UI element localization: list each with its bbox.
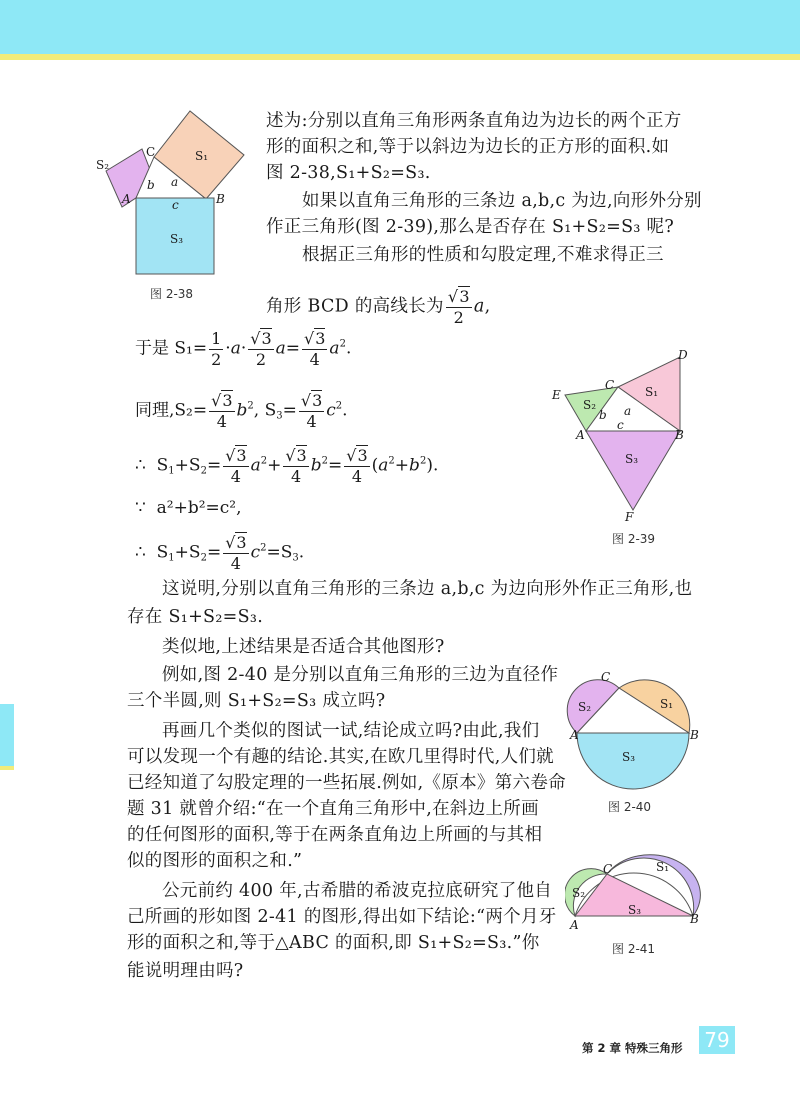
label-B: B bbox=[690, 728, 699, 742]
therefore-symbol-2: ∴ bbox=[135, 542, 146, 563]
equation-pythagoras bbox=[135, 498, 242, 518]
height-fraction: $\frac{√3}{2}$ bbox=[447, 287, 470, 327]
equation-s1: 于是 S₁= $\frac{1}{2}$ ·a· $\frac{√3}{2}$ a= $\frac{√3}{4}$ $a^2$. bbox=[135, 328, 352, 369]
para-7-line-3: 已经知道了勾股定理的一些拓展.例如,《原本》第六卷命 bbox=[127, 773, 566, 793]
label-C: C bbox=[146, 145, 156, 159]
label-C: C bbox=[601, 670, 611, 684]
label-S3: S₃ bbox=[170, 232, 184, 246]
para-7-line-1: 再画几个类似的图试一试,结论成立吗?由此,我们 bbox=[162, 721, 540, 741]
because-symbol: ∵ bbox=[135, 498, 146, 518]
figure-caption: 图 2-41 bbox=[612, 942, 656, 956]
para-8-line-4: 能说明理由吗? bbox=[127, 961, 244, 981]
label-S1: S₁ bbox=[645, 385, 659, 399]
label-A: A bbox=[122, 192, 131, 206]
para-1-line-2: 形的面积之和,等于以斜边为边长的正方形的面积.如 bbox=[266, 137, 670, 157]
label-B: B bbox=[675, 428, 684, 442]
equation-s2-prefix: 同理,S₂= bbox=[135, 400, 208, 421]
para-7-line-6: 似的图形的面积之和.” bbox=[127, 851, 303, 871]
para-3-line-2: 角形 BCD 的高线长为 $\frac{√3}{2}$ a, bbox=[266, 287, 491, 327]
figure-caption: 图 2-38 bbox=[150, 287, 194, 301]
equation-s2-s3: 同理,S₂= $\frac{√3}{4}$ $b^2$, $S_3=$ $\frac{√3}{4}$ $c^2$. bbox=[135, 391, 348, 431]
figure-caption: 图 2-40 bbox=[608, 800, 652, 814]
para-2-line-1: 如果以直角三角形的三条边 a,b,c 为边,向形外分别 bbox=[302, 191, 702, 211]
label-S2: S₂ bbox=[578, 700, 592, 714]
para-6-line-1: 例如,图 2-40 是分别以直角三角形的三边为直径作 bbox=[162, 665, 559, 685]
label-b: b bbox=[147, 178, 155, 192]
equation-s1-prefix: 于是 S₁= bbox=[135, 338, 208, 359]
para-1-line-1: 述为:分别以直角三角形两条直角边为边长的两个正方 bbox=[266, 111, 682, 131]
figure-2-38-drawing bbox=[100, 100, 260, 280]
label-S2: S₂ bbox=[96, 158, 110, 172]
para-7-line-2: 可以发现一个有趣的结论.其实,在欧几里得时代,人们就 bbox=[127, 747, 554, 767]
header-band bbox=[0, 0, 800, 54]
label-S3: S₃ bbox=[622, 750, 636, 764]
label-S3: S₃ bbox=[625, 452, 639, 466]
label-B: B bbox=[216, 192, 225, 206]
label-D: D bbox=[678, 348, 688, 362]
label-E: E bbox=[552, 388, 561, 402]
figure-2-41-drawing bbox=[565, 850, 705, 930]
label-c: c bbox=[172, 198, 179, 212]
para-3-line-2-text: 角形 BCD 的高线长为 bbox=[266, 296, 444, 317]
label-c: c bbox=[617, 418, 624, 432]
triangle-s3 bbox=[586, 431, 680, 510]
equation-conclusion: ∴ $S_1+S_2=$ $\frac{√3}{4}$ $c^2=S_3$. bbox=[135, 533, 305, 573]
para-8-line-3: 形的面积之和,等于△ABC 的面积,即 S₁+S₂=S₃.”你 bbox=[127, 933, 540, 953]
para-5: 类似地,上述结果是否适合其他图形? bbox=[162, 637, 445, 657]
para-1-line-3: 图 2-38,S₁+S₂=S₃. bbox=[266, 163, 431, 183]
label-a: a bbox=[624, 404, 632, 418]
label-S1: S₁ bbox=[195, 149, 209, 163]
para-6-line-2: 三个半圆,则 S₁+S₂=S₃ 成立吗? bbox=[127, 691, 386, 711]
figure-2-40-drawing bbox=[560, 655, 710, 800]
para-7-line-4: 题 31 就曾介绍:“在一个直角三角形中,在斜边上所画 bbox=[127, 799, 539, 819]
label-F: F bbox=[625, 510, 634, 524]
therefore-symbol-1: ∴ bbox=[135, 455, 146, 476]
equation-sum: ∴ $S_1+S_2=$ $\frac{√3}{4}$ $a^2+$ $\frac{√3}{4}$ $b^2=$ $\frac{√3}{4}$ $(a^2+b^2)$. bbox=[135, 446, 439, 486]
page-number: 79 bbox=[699, 1026, 735, 1054]
label-B: B bbox=[690, 912, 699, 926]
label-A: A bbox=[570, 728, 579, 742]
para-7-line-5: 的任何图形的面积,等于在两条直角边上所画的与其相 bbox=[127, 825, 543, 845]
label-S1: S₁ bbox=[660, 697, 674, 711]
para-2-line-2: 作正三角形(图 2-39),那么是否存在 S₁+S₂=S₃ 呢? bbox=[266, 217, 675, 237]
label-S2: S₂ bbox=[583, 398, 597, 412]
para-4-line-1: 这说明,分别以直角三角形的三条边 a,b,c 为边向形外作正三角形,也 bbox=[162, 579, 693, 599]
label-S1: S₁ bbox=[656, 860, 670, 874]
label-C: C bbox=[605, 378, 615, 392]
side-tab bbox=[0, 704, 14, 766]
side-stripe bbox=[0, 766, 14, 770]
para-8-line-1: 公元前约 400 年,古希腊的希波克拉底研究了他自 bbox=[162, 881, 553, 901]
para-4-line-2: 存在 S₁+S₂=S₃. bbox=[127, 607, 264, 627]
label-A: A bbox=[570, 918, 579, 932]
label-b: b bbox=[599, 408, 607, 422]
label-C: C bbox=[603, 862, 613, 876]
label-S2: S₂ bbox=[572, 886, 586, 900]
label-S3: S₃ bbox=[628, 903, 642, 917]
label-A: A bbox=[576, 428, 585, 442]
label-a: a bbox=[171, 175, 179, 189]
header-stripe bbox=[0, 54, 800, 60]
pythagoras-text: a²+b²=c², bbox=[156, 498, 242, 518]
para-8-line-2: 己所画的形如图 2-41 的图形,得出如下结论:“两个月牙 bbox=[127, 907, 557, 927]
para-3-line-1: 根据正三角形的性质和勾股定理,不难求得正三 bbox=[302, 245, 664, 265]
figure-caption: 图 2-39 bbox=[612, 532, 656, 546]
chapter-title: 第 2 章 特殊三角形 bbox=[582, 1041, 683, 1055]
